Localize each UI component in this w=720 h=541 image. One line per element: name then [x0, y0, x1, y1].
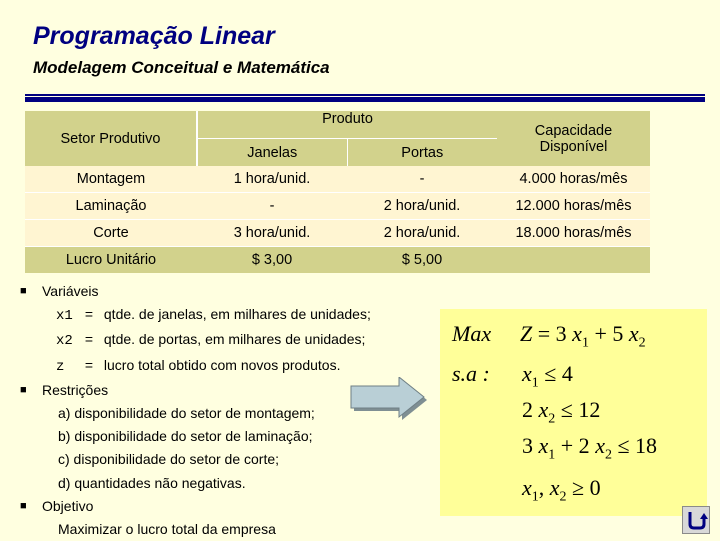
divider-thick: [25, 97, 705, 102]
table-row: [25, 193, 650, 220]
objective-equation: Z = 3 $x_1 + 5$ $x_2$: [520, 321, 646, 351]
header-capacidade-line1: Capacidade: [534, 122, 613, 139]
janelas-cell: 3 hora/unid.: [197, 220, 347, 247]
lucro-janelas: $ 3,00: [197, 247, 347, 274]
lucro-label: Lucro Unitário: [25, 247, 197, 274]
header-setor: Setor Produtivo: [25, 111, 197, 166]
var-equals: =: [84, 356, 94, 373]
setor-cell: Montagem: [25, 166, 197, 193]
return-nav-button[interactable]: [682, 506, 710, 534]
sa-label: s.a :: [452, 361, 490, 386]
bullet-restricoes: [20, 379, 371, 402]
lucro-empty: [497, 247, 650, 274]
var-equals: =: [84, 331, 94, 348]
constraint-nonnegativity: $x_1$, $x_2 \ge 0$: [522, 475, 601, 505]
var-symbol: z: [56, 358, 65, 375]
restricoes-label: Restrições: [42, 381, 109, 398]
header-portas: Portas: [347, 139, 497, 167]
bullet-objetivo: [20, 495, 371, 518]
capacidade-cell: 4.000 horas/mês: [497, 166, 650, 193]
var-symbol: x2: [56, 333, 73, 350]
max-label: Max: [452, 321, 492, 346]
bullet-list: [20, 280, 371, 541]
production-table: [25, 111, 650, 273]
setor-cell: Laminação: [25, 193, 197, 220]
var-item: [20, 354, 371, 379]
variaveis-label: Variáveis: [42, 283, 99, 299]
constraint-corte: 3 $x_1 + 2$ $x_2 \le 18$: [522, 433, 658, 463]
header-produto: Produto: [197, 111, 497, 139]
var-symbol: x1: [56, 308, 73, 325]
header-capacidade-line2: Disponível: [539, 138, 608, 155]
square-bullet-icon: ■: [20, 383, 27, 396]
var-item: [20, 303, 371, 328]
table-row: [25, 166, 650, 193]
var-equals: =: [84, 306, 94, 323]
lp-model-box: [440, 309, 707, 516]
header-capacidade: [497, 111, 650, 166]
var-item: [20, 328, 371, 353]
capacidade-cell: 18.000 horas/mês: [497, 220, 650, 247]
right-arrow-icon: [350, 377, 430, 423]
janelas-cell: 1 hora/unid.: [197, 166, 347, 193]
square-bullet-icon: ■: [20, 285, 27, 297]
objetivo-label: Objetivo: [42, 497, 94, 514]
lucro-portas: $ 5,00: [347, 247, 497, 274]
constraint-laminacao: 2 $x_2 \le 12$: [522, 397, 601, 427]
square-bullet-icon: ■: [20, 499, 27, 512]
var-description: qtde. de portas, em milhares de unidades;: [103, 331, 366, 348]
portas-cell: 2 hora/unid.: [347, 220, 497, 247]
portas-cell: 2 hora/unid.: [347, 193, 497, 220]
return-arrow-icon: [683, 507, 709, 533]
divider-thin: [25, 94, 705, 96]
capacidade-cell: 12.000 horas/mês: [497, 193, 650, 220]
var-description: qtde. de janelas, em milhares de unidades;: [103, 306, 371, 323]
bullet-variaveis: [20, 280, 371, 303]
janelas-cell: -: [197, 193, 347, 220]
restricao-item: b) disponibilidade do setor de laminação;: [58, 428, 313, 445]
slide-subtitle: Modelagem Conceitual e Matemática: [33, 58, 330, 77]
restricao-item: c) disponibilidade do setor de corte;: [58, 451, 280, 468]
lucro-row: [25, 247, 650, 274]
restricao-item: d) quantidades não negativas.: [58, 474, 246, 491]
restricao-item: a) disponibilidade do setor de montagem;: [58, 405, 315, 422]
constraint-montagem: $x_1 \le 4$: [522, 361, 573, 391]
setor-cell: Corte: [25, 220, 197, 247]
table-row: [25, 220, 650, 247]
objetivo-text: Maximizar o lucro total da empresa: [58, 521, 276, 538]
header-janelas: Janelas: [197, 139, 347, 167]
var-description: lucro total obtido com novos produtos.: [103, 356, 341, 373]
slide-title: Programação Linear: [33, 22, 275, 50]
portas-cell: -: [347, 166, 497, 193]
